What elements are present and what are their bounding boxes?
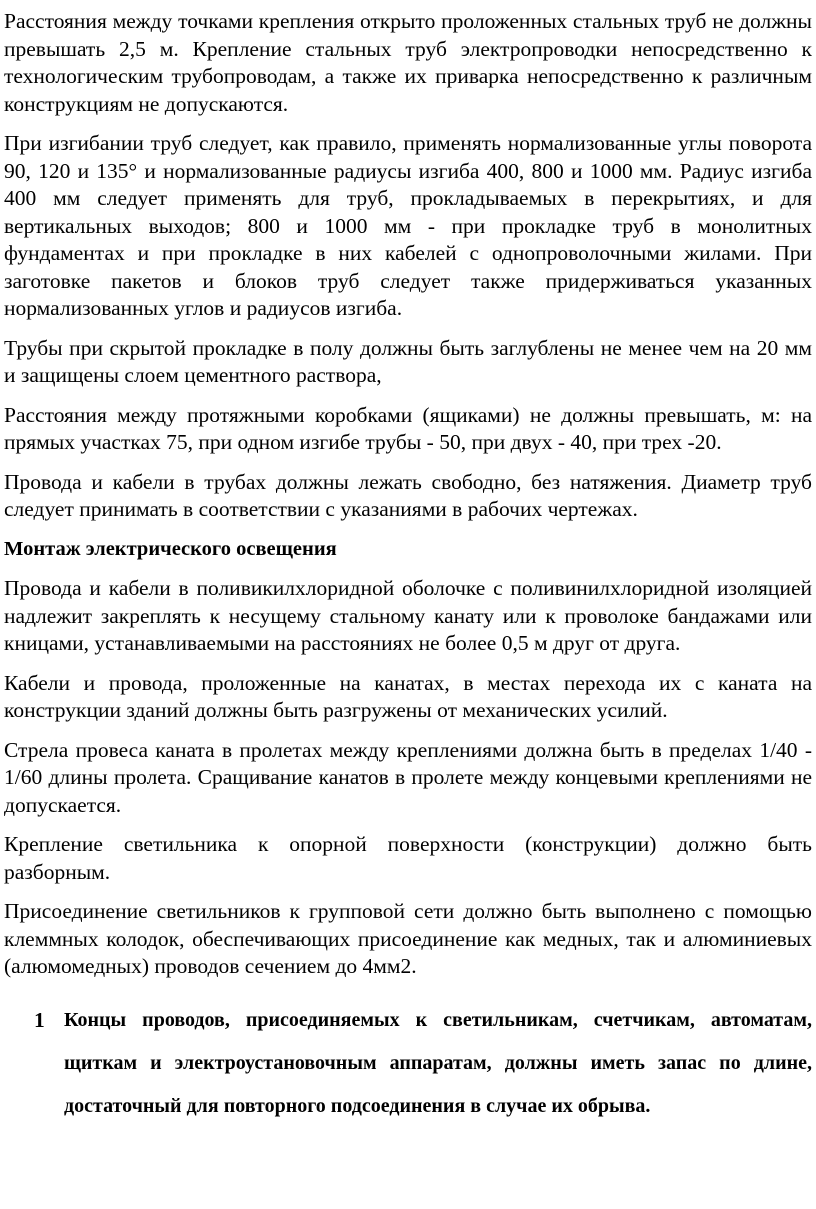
paragraph-cable-transition: Кабели и провода, проложенные на канатах, в местах перехода их с каната на конструкции зданий должны быть разгружены от механических усилий.	[4, 670, 812, 722]
paragraph-luminaire-mount: Крепление светильника к опорной поверхности (конструкции) должно быть разборным.	[4, 832, 812, 884]
document-page	[4, 8, 812, 1128]
paragraph-luminaire-connection: Присоединение светильников к групповой сети должно быть выполнено с помощью клеммных колодок, обеспечивающих присоединение как медных, так и алюминиевых (алюмомедных) проводов сечением до 4мм2.	[4, 899, 812, 978]
paragraph-pipe-fastening: Расстояния между точками крепления открыто проложенных стальных труб не должны превышать 2,5 м. Крепление стальных труб электропроводки непосредственно к технологическим трубопроводам, а также их приварка непосредственно к различным конструкциям не допускаются.	[4, 9, 812, 116]
paragraph-wires-in-pipes: Провода и кабели в трубах должны лежать свободно, без натяжения. Диаметр труб следует принимать в соответствии с указаниями в рабочих чертежах.	[4, 469, 812, 521]
numbered-list-item	[4, 999, 812, 1128]
paragraph-pull-boxes: Расстояния между протяжными коробками (ящиками) не должны превышать, м: на прямых участках 75, при одном изгибе трубы - 50, при двух - 40, при трех -20.	[4, 402, 812, 454]
list-item-number: 1	[34, 1007, 45, 1032]
paragraph-cable-fastening: Провода и кабели в поливикилхлоридной оболочке с поливинилхлоридной изоляцией надлежит закреплять к несущему стальному канату или к проволоке бандажами или кницами, устанавливаемыми на расстояниях не более 0,5 м друг от друга.	[4, 576, 812, 655]
paragraph-rope-sag: Стрела провеса каната в пролетах между креплениями должна быть в пределах 1/40 - 1/60 длины пролета. Сращивание канатов в пролете между концевыми креплениями не допускается.	[4, 737, 812, 817]
paragraph-hidden-laying: Трубы при скрытой прокладке в полу должны быть заглублены не менее чем на 20 мм и защищены слоем цементного раствора,	[4, 335, 812, 387]
paragraph-pipe-bending: При изгибании труб следует, как правило, применять нормализованные углы поворота 90, 120 и 135° и нормализованные радиусы изгиба 400, 800 и 1000 мм. Радиус изгиба 400 мм следует применять для труб, прокладываемых в перекрытиях, и для вертикальных выходов; 800 и 1000 мм - при прокладке труб в монолитных фундаментах и при прокладке в них кабелей с однопроволочными жилами. При заготовке пакетов и блоков труб следует также придерживаться указанных нормализованных углов и радиусов изгиба.	[4, 131, 812, 320]
list-item-text: Концы проводов, присоединяемых к светильникам, счетчикам, автоматам, щиткам и электроустановочным аппаратам, должны иметь запас по длине, достаточный для повторного подсоединения в случае их обрыва.	[64, 1008, 812, 1117]
section-heading: Монтаж электрического освещения	[4, 537, 337, 560]
